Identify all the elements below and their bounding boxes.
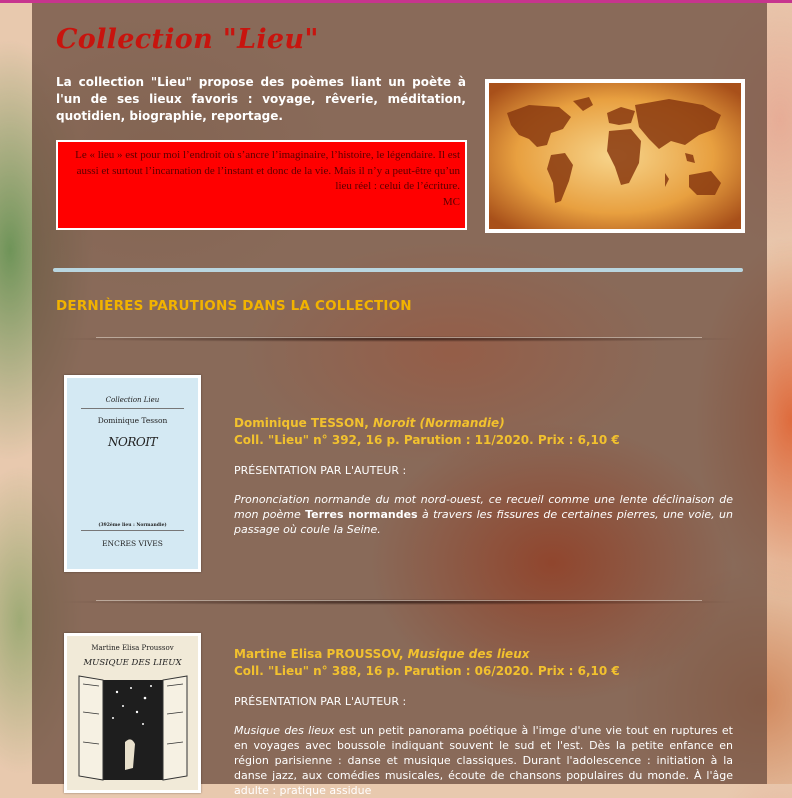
description-text: Prononciation normande du mot nord-ouest, ce recueil comme une lente déclinaison de mon poème	[234, 493, 733, 521]
description-bold: Terres normandes	[305, 508, 418, 521]
book-entry-noroit	[234, 415, 733, 537]
book-details: Coll. "Lieu" n° 388, 16 p. Parution : 06/2020. Prix : 6,10 €	[234, 664, 620, 678]
description-text: est un petit panorama poétique à l'imge d'une vie tout en ruptures et en voyages avec boussole indiquant souvent le sud et l'est. Dès la petite enfance en région parisienne : danse et musique classiques. Durant l'adolescence : initiation à la danse jazz, aux comédies musicales, écoute de chansons populaires du monde. À l'âge adulte : pratique assidue	[234, 724, 733, 797]
book-description	[234, 492, 733, 537]
cover-publisher: ENCRES VIVES	[102, 539, 163, 548]
book-entry-musique	[234, 646, 733, 798]
book-details: Coll. "Lieu" n° 392, 16 p. Parution : 11/2020. Prix : 6,10 €	[234, 433, 620, 447]
world-map-icon	[489, 83, 741, 229]
world-map-image	[485, 79, 745, 233]
window-illustration-icon	[73, 672, 193, 782]
quote-signature: MC	[442, 195, 460, 208]
book-author: Martine Elisa PROUSSOV,	[234, 647, 408, 661]
book-title[interactable]: Noroit (Normandie)	[373, 416, 505, 430]
section-divider	[53, 268, 743, 272]
page-title: Collection "Lieu"	[56, 24, 319, 55]
book-author: Dominique TESSON,	[234, 416, 374, 430]
book-heading	[234, 415, 733, 432]
book-cover-inner	[67, 378, 198, 569]
description-italic: Musique des lieux	[234, 724, 335, 737]
book-cover-inner	[67, 636, 198, 790]
presentation-label: PRÉSENTATION PAR L'AUTEUR :	[234, 695, 407, 708]
cover-number: (392ème lieu : Normandie)	[98, 523, 167, 528]
book-description	[234, 723, 733, 798]
shadow-divider	[56, 599, 742, 605]
quote-text: Le « lieu » est pour moi l’endroit où s’ancre l’imaginaire, l’histoire, le légendaire. Il est aussi et surtout l’incarnation de l’instant et donc de la vie. Mais il n’y a peut-être qu’un lieu réel : celui de l’écriture.	[75, 149, 460, 192]
presentation-label: PRÉSENTATION PAR L'AUTEUR :	[234, 464, 407, 477]
book-heading	[234, 646, 733, 663]
cover-author: Martine Elisa Proussov	[91, 644, 174, 652]
book-title[interactable]: Musique des lieux	[407, 647, 530, 661]
shadow-divider	[56, 336, 742, 342]
cover-author: Dominique Tesson	[97, 416, 168, 425]
quote-box	[56, 140, 467, 230]
cover-title: NOROIT	[108, 435, 157, 449]
cover-collection: Collection Lieu	[105, 396, 160, 404]
book-cover-musique[interactable]	[64, 633, 201, 793]
book-cover-noroit[interactable]	[64, 375, 201, 572]
collection-intro: La collection "Lieu" propose des poèmes liant un poète à l'un de ses lieux favoris : voyage, rêverie, méditation, quotidien, biographie, reportage.	[56, 75, 466, 123]
cover-title: MUSIQUE DES LIEUX	[83, 658, 182, 668]
description-text-end: à travers les fissures de certaines pierres, une voie, un passage où coule la Seine.	[234, 508, 733, 536]
section-heading: DERNIÈRES PARUTIONS DANS LA COLLECTION	[56, 298, 412, 314]
